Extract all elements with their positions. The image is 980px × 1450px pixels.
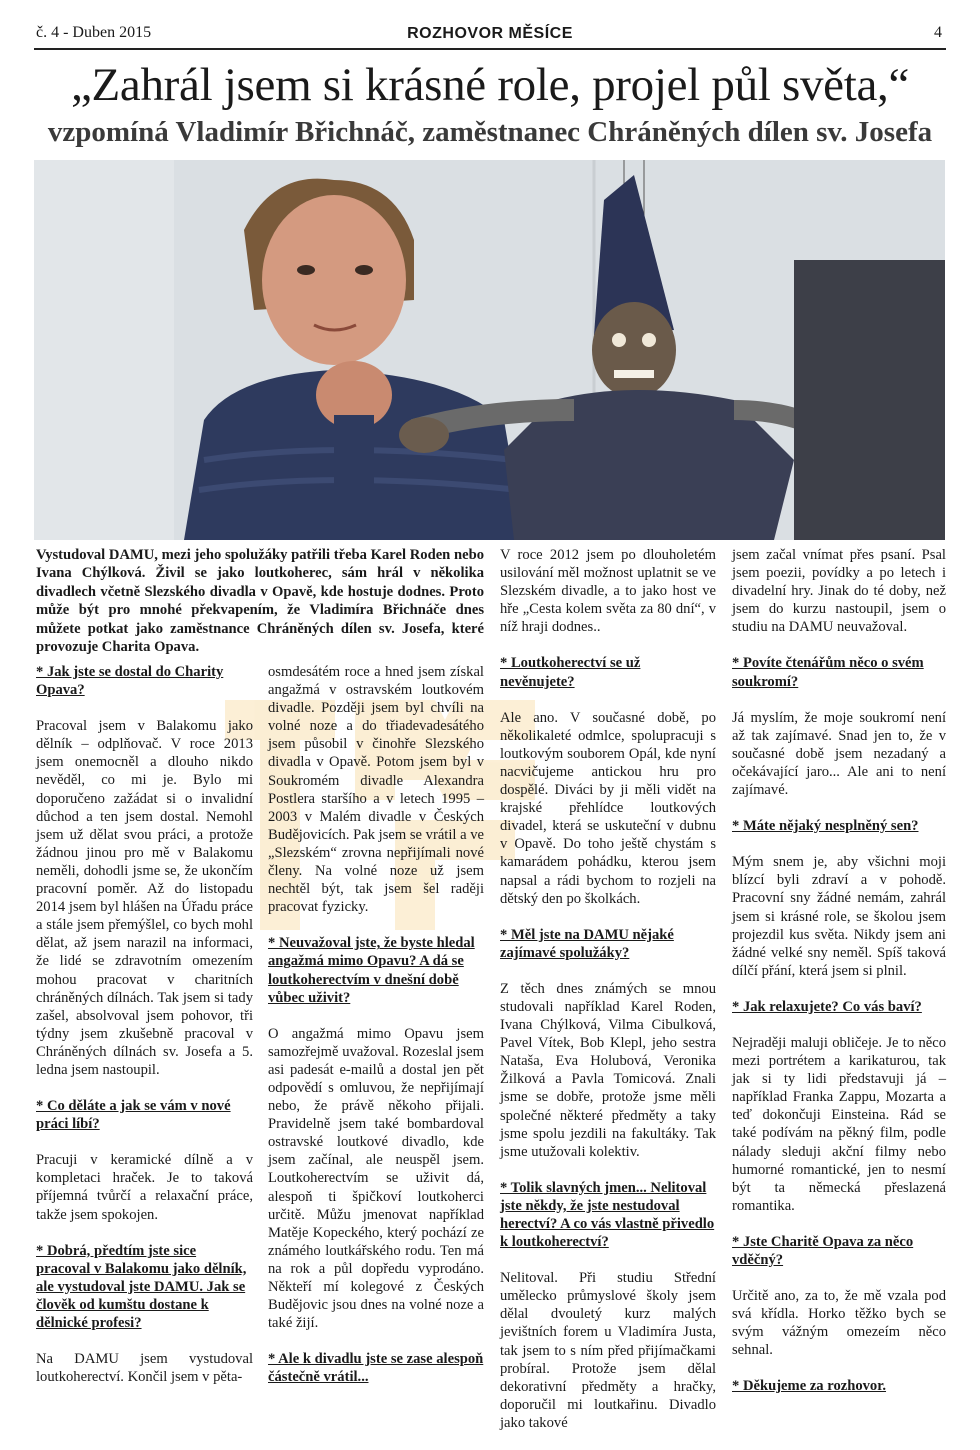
text-column-2 [268, 663, 484, 1404]
interview-question: * Jak relaxujete? Co vás baví? [732, 998, 922, 1015]
interview-answer: O angažmá mimo Opavu jsem samozřejmě uvažoval. Rozeslal jsem asi padesát e-mailů a dostal jen pět odpovědí s omluvou, že nepřijímají nebo, že právě někoho přijali. Pravidelně jsem také bombardoval ostravské loutkové divadlo, kde jsem začínal, ale neuspěl jsem. Loutkoherectvím se uživit dá, alespoň ti špičkoví loutkoherci určitě. Můžu jmenovat například Matěje Kopeckého, který pochází ze známého loutkářského rodu. Ten má na rok a půl dopředu vyprodáno. Někteří mí kolegové z Českých Budějovic jsou dnes na volné noze a také žijí. [268, 1025, 484, 1332]
interview-answer: Z těch dnes známých se mnou studovali například Karel Roden, Ivana Chýlková, Vilma Cibulková, Pavel Vítek, Bob Klepl, jeho sestra Nataša, Eva Holubová, Veronika Žilková a Pavla Tomicová. Znali jsme se dobře, protože jsme měli společné některé předměty a taky jsme spolu jezdili na fakultáky. Tak jsme utužovali kolektiv. [500, 980, 716, 1160]
interview-question: * Měl jste na DAMU nějaké zajímavé spolužáky? [500, 926, 674, 961]
interview-answer: V roce 2012 jsem po dlouholetém usilování měl možnost uplatnit se ve Slezském divadle, a to jako host ve hře „Cesta kolem světa za 80 dní“, v níž hraji dodnes.. [500, 547, 716, 636]
page-header [34, 22, 946, 48]
interview-answer: jsem začal vnímat přes psaní. Psal jsem poezii, povídky a po letech i divadelní hry. Jinak do té doby, než jsem do kurzu nastoupil, jsem o studiu na DAMU neuvažoval. [732, 547, 946, 636]
interview-question: * Dobrá, předtím jste sice pracoval v Balakomu jako dělník, ale vystudoval jste DAMU. Jak se člověk od kumštu dostane k dělnické profesi? [36, 1242, 247, 1331]
page-number: 4 [934, 24, 942, 41]
article-photo [34, 160, 945, 540]
interview-question: * Co děláte a jak se vám v nové práci líbí? [36, 1098, 231, 1133]
interview-answer: Já myslím, že moje soukromí není až tak zajímavé. Snad jen to, že v současné době jsem nezadaný a očekávající jaro... Ale ani to není zajímavé. [732, 709, 946, 799]
text-column-4 [732, 546, 946, 1414]
article-headline: „Zahrál jsem si krásné role, projel půl světa,“ [70, 59, 910, 111]
section-title: ROZHOVOR MĚSÍCE [407, 25, 573, 42]
interview-answer: Ale ano. V současné době, po několikaleté odmlce, spolupracuji s loutkovým souborem Opál, kde nyní nacvičujeme antickou hru pro dospělé. Diváci by ji měli vidět na krajské přehlídce loutkových divadel, která se uskuteční v dubnu v Opavě. Do toho ještě chystám s kamarádem pohádku, kterou jsem napsal a rádi bychom to rozjeli na dětský den po školkách. [500, 709, 716, 907]
interview-answer: Na DAMU jsem vystudoval loutkoherectví. Končil jsem v pěta- [36, 1351, 253, 1386]
interview-answer: Nelitoval. Při studiu Střední umělecko průmyslové školy jsem dělal dvouletý kurz malých jevištních forem u Vladimíra Justa, tak jsem to s ním před přijímačkami probíral. Protože jsem dělal dekorativní předměty a hračky, doporučil mi loutkařinu. Divadlo jako takové [500, 1270, 716, 1431]
interview-question: * Ale k divadlu jste se zase alespoň částečně vrátil... [268, 1351, 484, 1386]
interview-question: * Jste Charitě Opava za něco vděčný? [732, 1233, 914, 1268]
text-column-1 [36, 663, 253, 1404]
interview-question: * Loutkoherectví se už nevěnujete? [500, 655, 641, 690]
interview-question: * Povíte čtenářům něco o svém soukromí? [732, 655, 924, 690]
issue-label: č. 4 - Duben 2015 [36, 24, 152, 41]
article-subheadline: vzpomíná Vladimír Břichnáč, zaměstnanec Chráněných dílen sv. Josefa [47, 116, 933, 148]
interview-question: * Neuvažoval jste, že byste hledal angažmá mimo Opavu? A dá se loutkoherectvím v dnešní době vůbec uživit? [268, 935, 475, 1006]
interview-question: * Jak jste se dostal do Charity Opava? [36, 664, 224, 699]
interview-answer: Pracuji v keramické dílně a v kompletaci hraček. Je to taková příjemná tvůrčí a relaxační práce, takže jsem spokojen. [36, 1152, 253, 1223]
interview-question: * Tolik slavných jmen... Nelitoval jste někdy, že jste nestudoval herectví? A co vás vlastně přivedlo k loutkoherectví? [500, 1179, 715, 1251]
text-column-3 [500, 546, 716, 1450]
interview-question: * Máte nějaký nesplněný sen? [732, 818, 919, 835]
article-lead: Vystudoval DAMU, mezi jeho spolužáky patřili třeba Karel Roden nebo Ivana Chýlková. Živil se jako loutkoherec, sám hrál v několika divadlech včetně Slezského divadla v Opavě, kde hostuje dodnes. Proto může být pro mnohé překvapením, že Vladimíra Břichnáče dnes můžete potkat jako zaměstnance Chráněných dílen sv. Josefa, které provozuje Charita Opava. [36, 547, 484, 656]
interview-answer: Mým snem je, aby všichni moji blízcí byli zdraví a v pohodě. Pracovní sny žádné nemám, zahrál jsem si krásné role, se školou jsem projezdil kus světa. Nikdy jsem ani žádné velké sny neměl. Spíš taková dílčí přání, která jsem si plnil. [732, 854, 946, 979]
interview-answer: Pracoval jsem v Balakomu jako dělník – odplňovač. V roce 2013 jsem onemocněl a dlouho nikdo nevěděl, co mi je. Bylo mi doporučeno zažádat si o invalidní důchod a ten jsem dostal. Nemohl jsem už dělat svou práci, a protože žádnou jinou pro mě v Balakomu neměli, dohodli jsme se, že ukončím pracovní poměr. Až do listopadu 2014 jsem byl hlášen na Úřadu práce a stále jsem přemýšlel, co bych mohl dělat, až jsem narazil na informaci, že lidé se zdravotním omezením mohou pracovat v charitních chráněných dílnách. Tak jsem si tady zašel, absolvoval jsem pohovor, tři týdny jsem zkušebně pracoval v Chráněných dílnách sv. Josefa a 5. ledna jsem nastoupil. [36, 718, 253, 1078]
interview-answer: Určitě ano, za to, že mě vzala pod svá křídla. Horko těžko bych se svým vážným omezeím něco sehnal. [732, 1288, 946, 1359]
header-rule [34, 48, 946, 50]
interview-answer: osmdesátém roce a hned jsem získal angažmá v ostravském loutkovém divadle. Později jsem byl chvíli na volné noze a do třiadevadesátého jsem působil v činohře Slezského divadla v Opavě. Potom jsem byl v Soukromém divadle Alexandra Postlera staršího a v letech 1995 – 2003 v Malém divadle v Českých Budějovicích. Pak jsem se vrátil a ve „Slezském“ zrovna nepřijímali nové členy. Na volné noze už jsem nechtěl být, tak jsem šel raději pracovat fyzicky. [268, 664, 485, 916]
interview-question: * Děkujeme za rozhovor. [732, 1378, 887, 1395]
interview-answer: Nejraději maluji obličeje. Je to něco mezi portrétem a karikaturou, tak jak si ty lidi představuji já – například Franka Zappu, Mozarta a teď dokončuji Einsteina. Rád se také podívám na pěkný film, podle nálady sleduji akční filmy nebo humorné romantické, jen to nesmí být ta německá přeslazená romantika. [732, 1034, 946, 1214]
